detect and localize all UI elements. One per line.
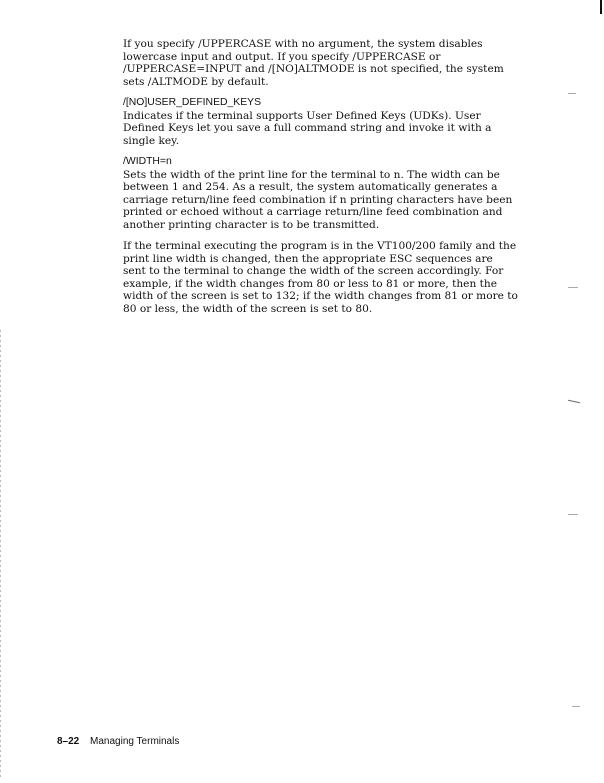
scan-left-edge	[0, 330, 1, 780]
qualifier-heading-user-defined-keys: /[NO]USER_DEFINED_KEYS	[123, 97, 262, 108]
page-footer	[57, 736, 179, 747]
scan-corner-mark	[600, 0, 602, 14]
intro-paragraph: If you specify /UPPERCASE with no argument, the system disables lowercase input and output. If you specify /UPPERCASE or /UPPERCASE=INPUT and /[NO]ALTMODE is not specified, the system sets /ALTMODE by default.	[123, 38, 504, 88]
page-number: 8–22	[57, 736, 80, 747]
page-body	[123, 38, 518, 324]
margin-mark	[572, 706, 580, 707]
qualifier-description-width: Sets the width of the print line for the terminal to n. The width can be between 1 and 254. As a result, the system automatically generates a carriage return/line feed combination if n printing characters have been printed or echoed without a carriage return/line feed combination and another printing character is to be transmitted.	[123, 168, 513, 231]
qualifier-heading-width: /WIDTH=n	[123, 156, 172, 167]
margin-mark	[568, 400, 580, 403]
qualifier-description-user-defined-keys: Indicates if the terminal supports User Defined Keys (UDKs). User Defined Keys let you save a full command string and invoke it with a single key.	[123, 109, 492, 147]
margin-mark	[568, 514, 578, 515]
qualifier-note-width: If the terminal executing the program is in the VT100/200 family and the print line width is changed, then the appropriate ESC sequences are sent to the terminal to change the width of the screen accordingly. For example, if the width changes from 80 or less to 81 or more, then the width of the screen is set to 132; if the width changes from 81 or more to 80 or less, the width of the screen is set to 80.	[123, 240, 518, 315]
section-title: Managing Terminals	[90, 736, 180, 747]
margin-mark	[568, 93, 576, 94]
margin-mark	[568, 287, 578, 288]
